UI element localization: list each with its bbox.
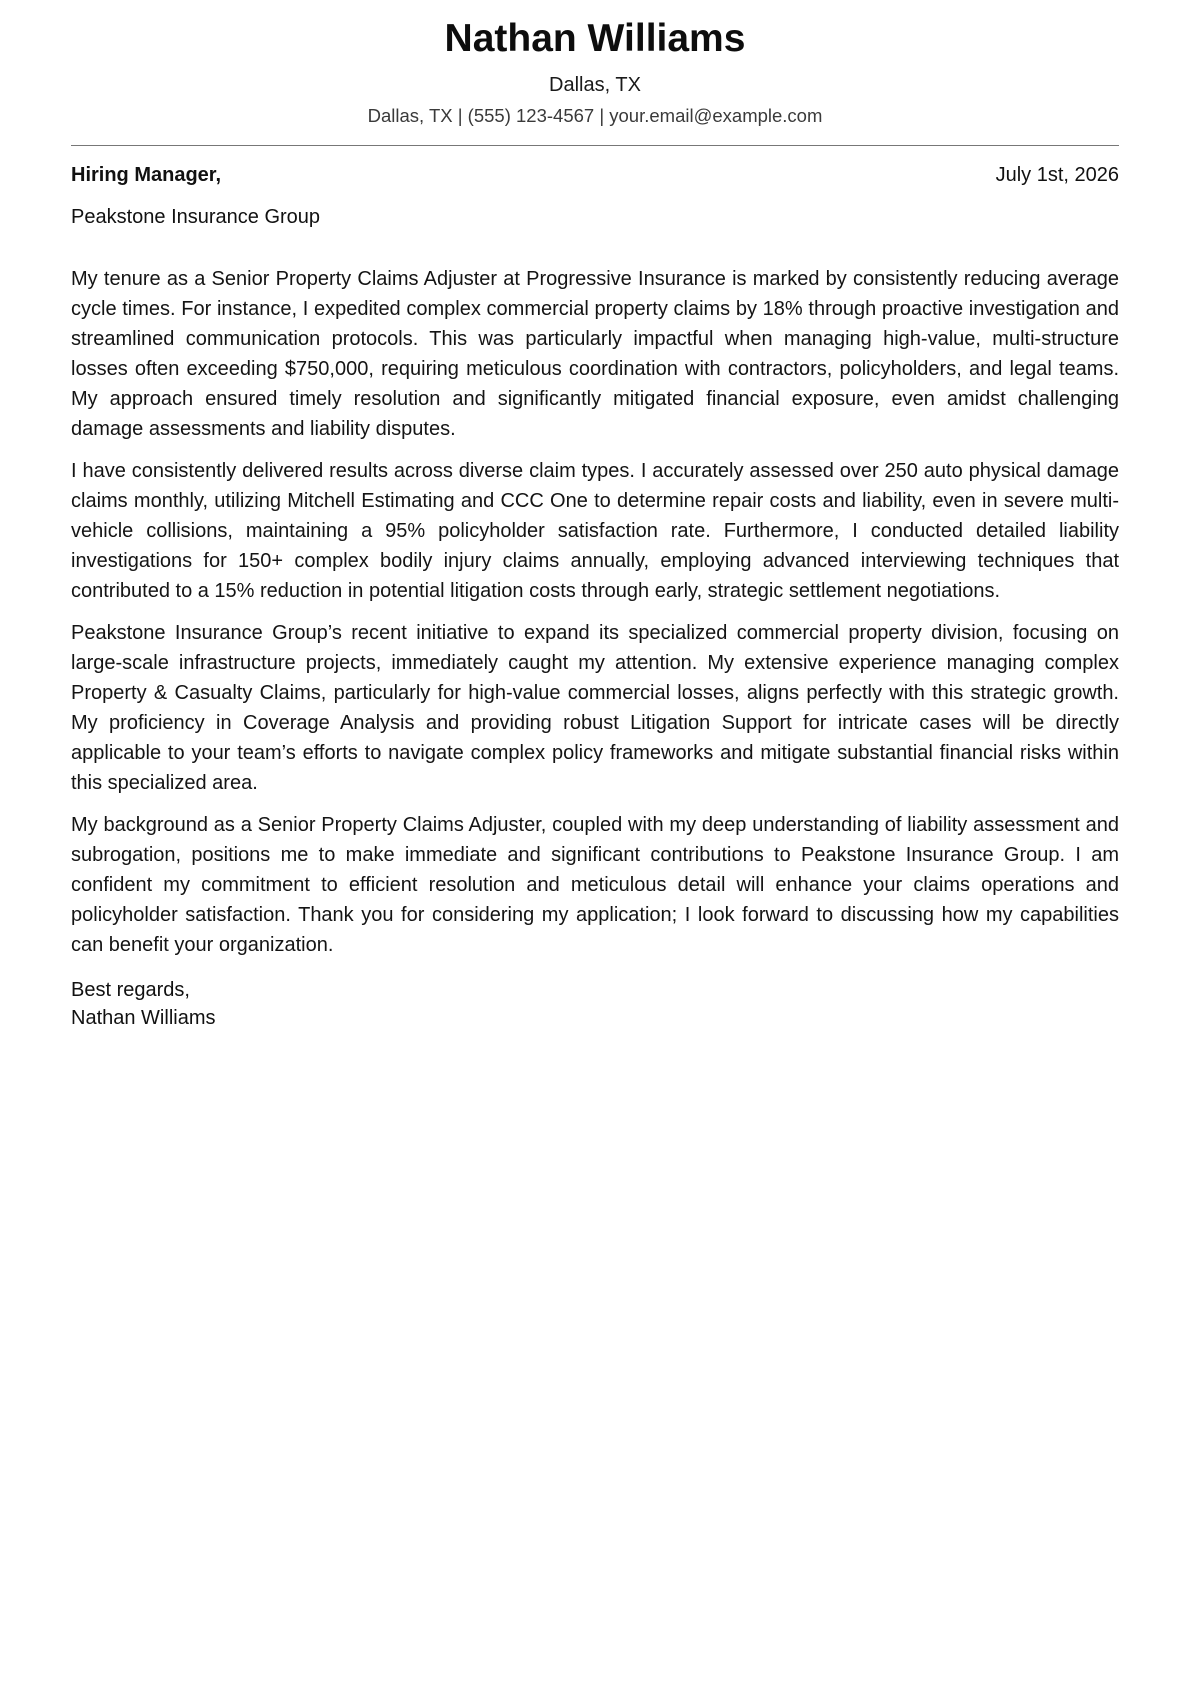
body-paragraph-4: My background as a Senior Property Claims Adjuster, coupled with my deep understanding of liability assessment and subrogation, positions me to make immediate and significant contributions to Peakstone Insurance Group. I am confident my commitment to efficient resolution and meticulous detail will enhance your claims operations and policyholder satisfaction. Thank you for considering my application; I look forward to discussing how my capabilities can benefit your organization.: [71, 814, 1119, 956]
header-divider: [71, 145, 1119, 146]
body-paragraph-3: Peakstone Insurance Group’s recent initiative to expand its specialized commercial property division, focusing on large-scale infrastructure projects, immediately caught my attention. My extensive experience managing complex Property & Casualty Claims, particularly for high-value commercial losses, aligns perfectly with this strategic growth. My proficiency in Coverage Analysis and providing robust Litigation Support for intricate cases will be directly applicable to your team’s efforts to navigate complex policy frameworks and mitigate substantial financial risks within this specialized area.: [71, 622, 1119, 794]
letter-header: [71, 0, 1119, 128]
recipient-salutation: Hiring Manager,: [71, 164, 222, 186]
closing-signature: Nathan Williams: [71, 1007, 216, 1029]
sender-contact-line: Dallas, TX | (555) 123-4567 | your.email@example.com: [367, 105, 823, 126]
letter-closing: [71, 976, 1119, 1032]
recipient-date-row: [71, 162, 1119, 188]
body-paragraph-1: My tenure as a Senior Property Claims Adjuster at Progressive Insurance is marked by consistently reducing average cycle times. For instance, I expedited complex commercial property claims by 18% through proactive investigation and streamlined communication protocols. This was particularly impactful when managing high-value, multi-structure losses often exceeding $750,000, requiring meticulous coordination with contractors, policyholders, and legal teams. My approach ensured timely resolution and significantly mitigated financial exposure, even amidst challenging damage assessments and liability disputes.: [71, 268, 1119, 440]
sender-name: Nathan Williams: [444, 17, 746, 60]
letter-date: July 1st, 2026: [995, 164, 1119, 186]
recipient-company: Peakstone Insurance Group: [71, 206, 321, 228]
sender-location: Dallas, TX: [549, 74, 641, 96]
closing-signoff: Best regards,: [71, 979, 190, 1001]
letter-body: [71, 264, 1119, 960]
body-paragraph-2: I have consistently delivered results across diverse claim types. I accurately assessed over 250 auto physical damage claims monthly, utilizing Mitchell Estimating and CCC One to determine repair costs and liability, even in severe multi-vehicle collisions, maintaining a 95% policyholder satisfaction rate. Furthermore, I conducted detailed liability investigations for 150+ complex bodily injury claims annually, employing advanced interviewing techniques that contributed to a 15% reduction in potential litigation costs through early, strategic settlement negotiations.: [71, 460, 1119, 602]
